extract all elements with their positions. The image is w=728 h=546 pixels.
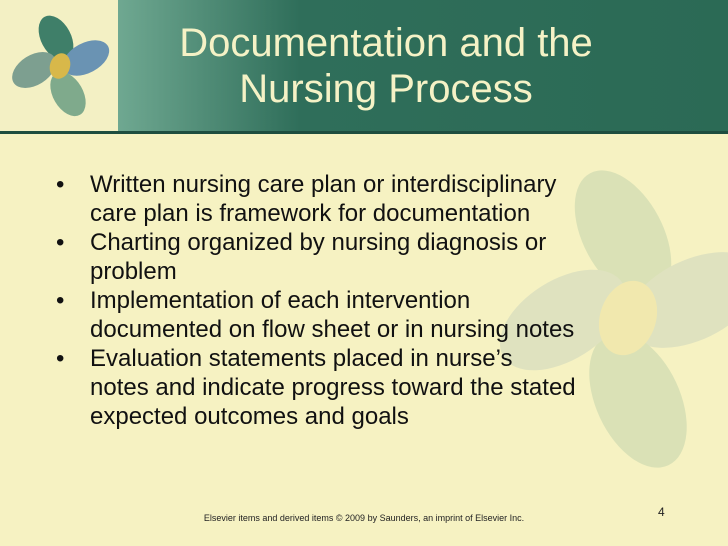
bullet-line: Charting organized by nursing diagnosis or bbox=[90, 229, 547, 256]
bullet-marker: • bbox=[56, 287, 65, 314]
bullet-line: Written nursing care plan or interdisciplinary bbox=[90, 171, 557, 198]
title-line-2: Nursing Process bbox=[239, 67, 533, 111]
bullet-line: documented on flow sheet or in nursing notes bbox=[90, 316, 575, 343]
title-band-divider bbox=[0, 131, 728, 134]
bullet-item bbox=[56, 228, 696, 286]
bullet-line: Implementation of each intervention bbox=[90, 287, 471, 314]
slide-title bbox=[126, 20, 646, 112]
bullet-item bbox=[56, 286, 696, 344]
bullet-marker: • bbox=[56, 229, 65, 256]
bullet-marker: • bbox=[56, 345, 65, 372]
page-number: 4 bbox=[658, 505, 665, 519]
bullet-list bbox=[56, 170, 696, 431]
copyright-footer: Elsevier items and derived items © 2009 by Saunders, an imprint of Elsevier Inc. bbox=[203, 513, 525, 523]
bullet-line: expected outcomes and goals bbox=[90, 403, 409, 430]
bullet-line: notes and indicate progress toward the stated bbox=[90, 374, 576, 401]
bullet-line: Evaluation statements placed in nurse’s bbox=[90, 345, 513, 372]
bullet-item bbox=[56, 344, 696, 431]
bullet-line: problem bbox=[90, 258, 177, 285]
bullet-item bbox=[56, 170, 696, 228]
bullet-marker: • bbox=[56, 171, 65, 198]
pinwheel-logo-icon bbox=[0, 0, 118, 131]
bullet-line: care plan is framework for documentation bbox=[90, 200, 531, 227]
title-line-1: Documentation and the bbox=[179, 21, 593, 65]
